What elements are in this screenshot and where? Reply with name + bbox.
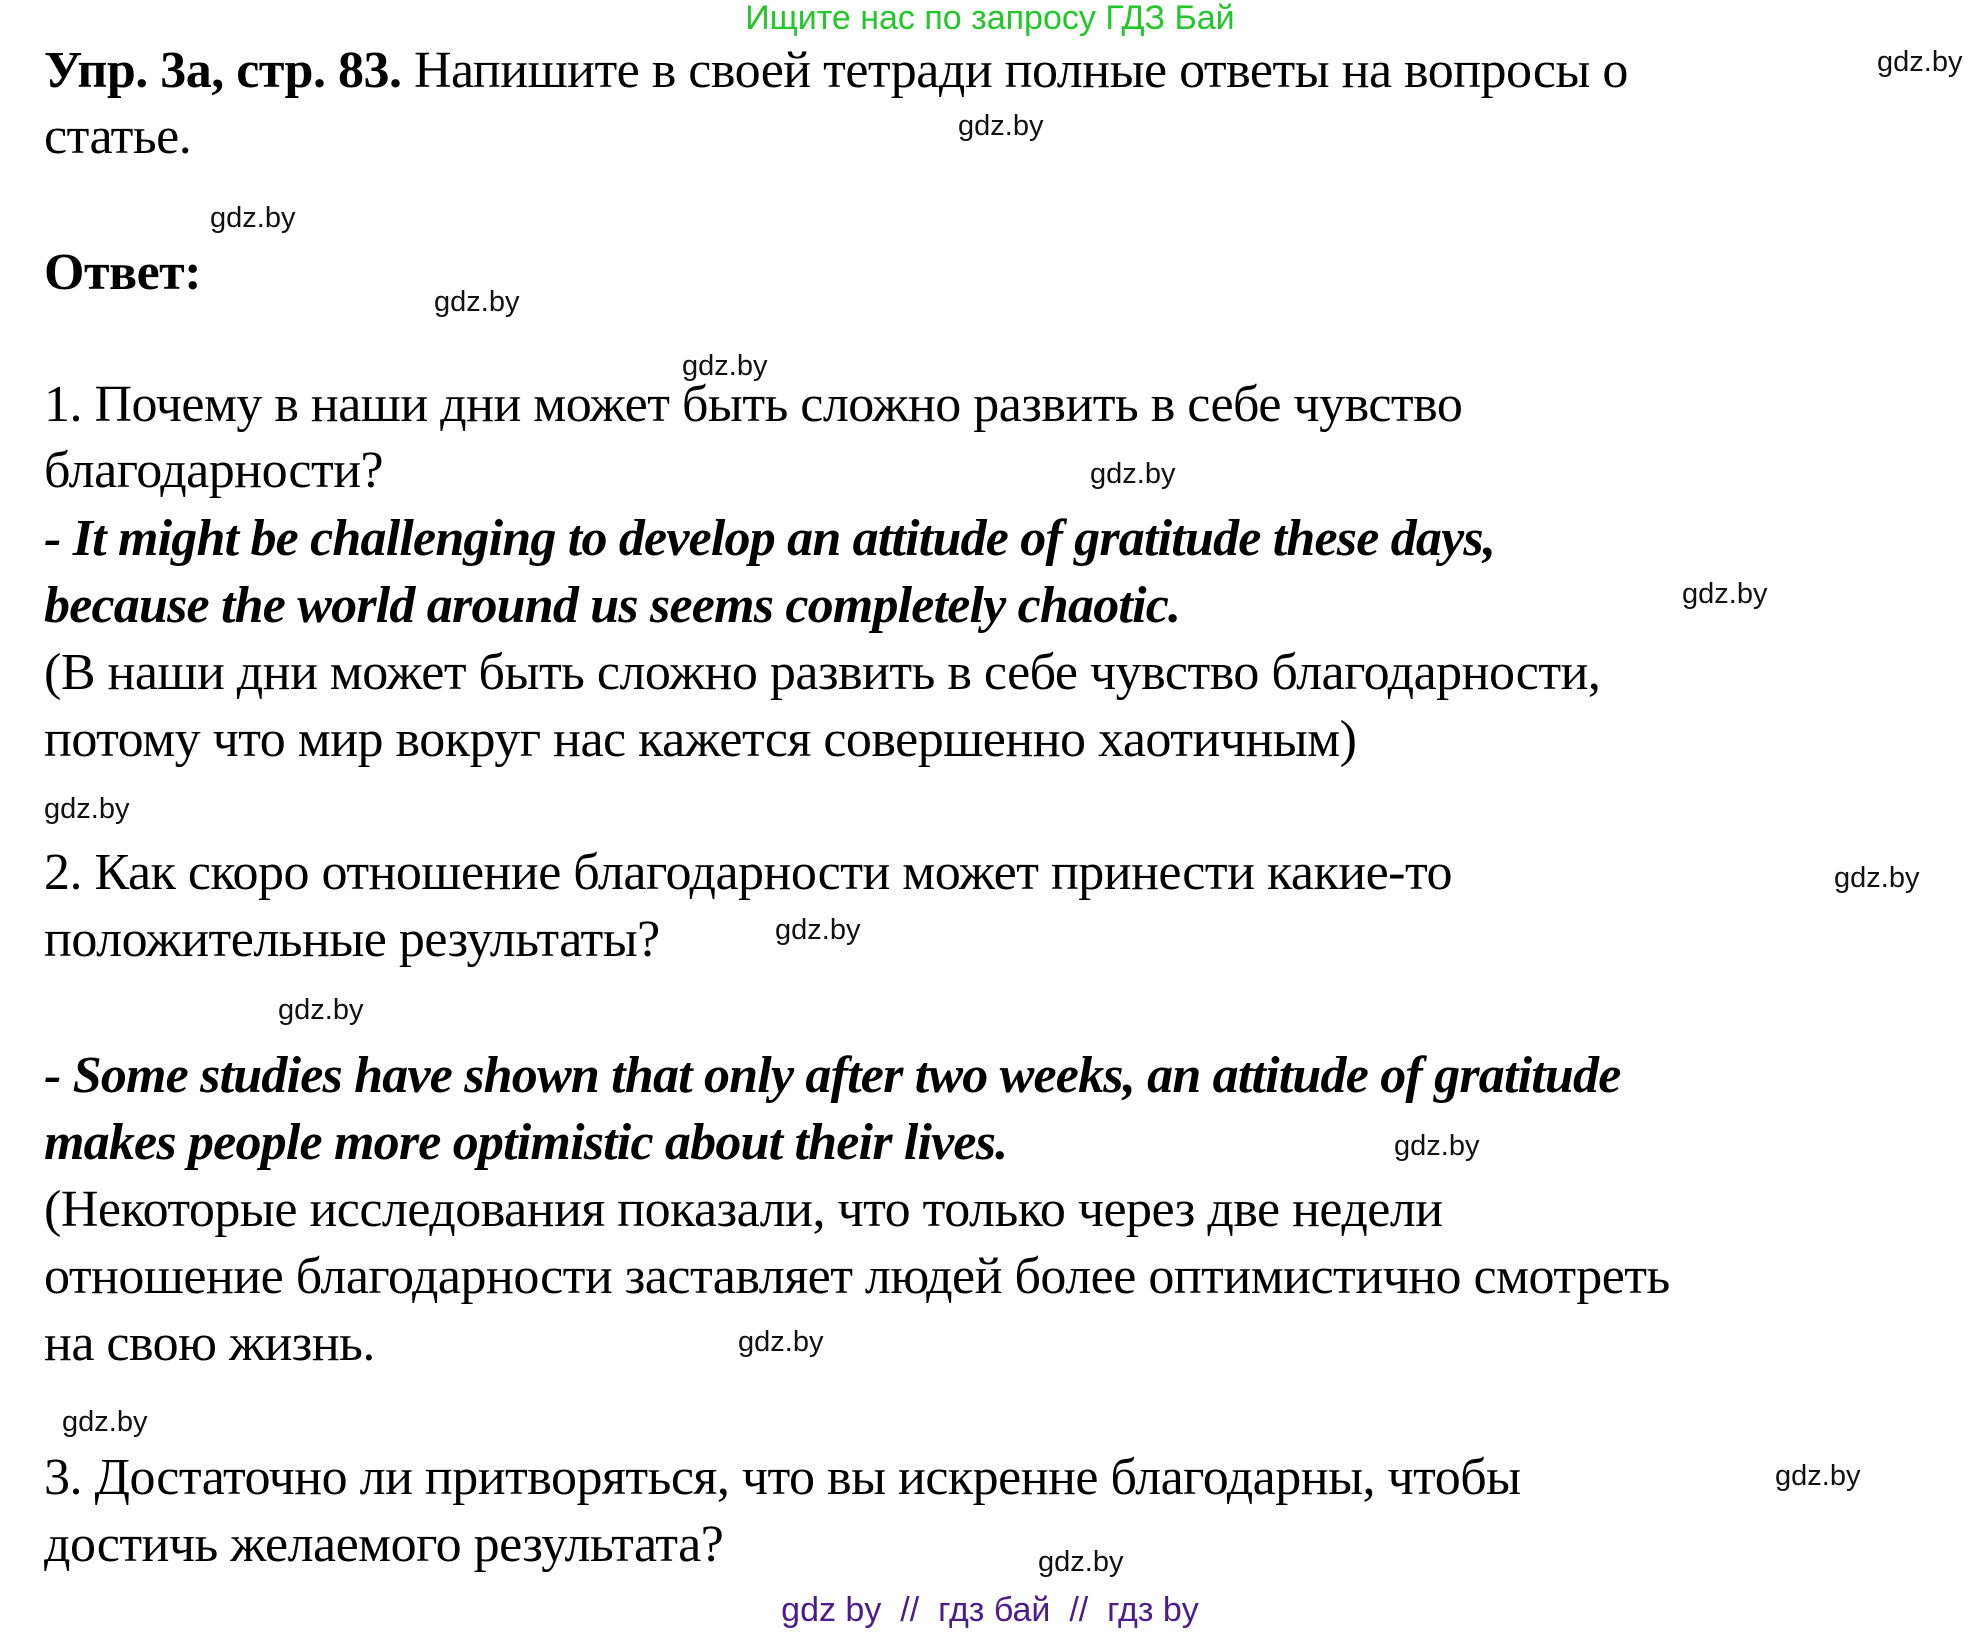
footer-link-gdz-by-cyr[interactable]: гдз by bbox=[1107, 1591, 1199, 1629]
watermark: gdz.by bbox=[775, 914, 861, 946]
watermark: gdz.by bbox=[1834, 862, 1920, 894]
watermark: gdz.by bbox=[44, 793, 130, 825]
answer-2-en-line-2: makes people more optimistic about their lives. bbox=[44, 1114, 1008, 1171]
answer-1-en-line-2: because the world around us seems completely chaotic. bbox=[44, 577, 1181, 634]
answer-1-en-line-1: - It might be challenging to develop an attitude of gratitude these days, bbox=[44, 510, 1496, 567]
translation-1-line-1: (В наши дни может быть сложно развить в себе чувство благодарности, bbox=[44, 644, 1601, 701]
answer-heading: Ответ: bbox=[44, 244, 202, 301]
footer-link-gdz-by[interactable]: gdz by bbox=[781, 1591, 882, 1629]
watermark: gdz.by bbox=[1877, 46, 1963, 78]
footer-link-gdz-bai[interactable]: гдз бай bbox=[938, 1591, 1051, 1629]
watermark: gdz.by bbox=[958, 110, 1044, 142]
watermark: gdz.by bbox=[210, 202, 296, 234]
question-1-line-2: благодарности? bbox=[44, 442, 384, 499]
watermark: gdz.by bbox=[738, 1326, 824, 1358]
watermark: gdz.by bbox=[62, 1406, 148, 1438]
watermark: gdz.by bbox=[434, 286, 520, 318]
answer-2-en-line-1: - Some studies have shown that only after two weeks, an attitude of gratitude bbox=[44, 1047, 1621, 1104]
watermark: gdz.by bbox=[682, 350, 768, 382]
watermark: gdz.by bbox=[278, 994, 364, 1026]
exercise-reference: Упр. 3а, стр. 83. bbox=[44, 42, 402, 99]
watermark: gdz.by bbox=[1775, 1460, 1861, 1492]
question-2-line-1: 2. Как скоро отношение благодарности может принести какие-то bbox=[44, 844, 1453, 901]
watermark: gdz.by bbox=[1682, 578, 1768, 610]
search-banner: Ищите нас по запросу ГДЗ Бай bbox=[745, 0, 1235, 37]
watermark: gdz.by bbox=[1090, 458, 1176, 490]
translation-2-line-1: (Некоторые исследования показали, что только через две недели bbox=[44, 1181, 1443, 1238]
footer-links bbox=[0, 1590, 1980, 1630]
watermark: gdz.by bbox=[1394, 1130, 1480, 1162]
instruction-text: Напишите в своей тетради полные ответы на вопросы о bbox=[401, 42, 1628, 99]
question-1-line-1: 1. Почему в наши дни может быть сложно развить в себе чувство bbox=[44, 376, 1463, 433]
watermark: gdz.by bbox=[1038, 1546, 1124, 1578]
translation-2-line-2: отношение благодарности заставляет людей более оптимистично смотреть bbox=[44, 1248, 1670, 1305]
exercise-instruction bbox=[44, 38, 1628, 104]
question-2-line-2: положительные результаты? bbox=[44, 911, 660, 968]
translation-2-line-3: на свою жизнь. bbox=[44, 1315, 375, 1372]
question-3-line-2: достичь желаемого результата? bbox=[44, 1516, 724, 1573]
footer-separator: // bbox=[1069, 1591, 1089, 1629]
instruction-text-line2: статье. bbox=[44, 108, 192, 165]
question-3-line-1: 3. Достаточно ли притворяться, что вы искренне благодарны, чтобы bbox=[44, 1449, 1521, 1506]
footer-separator: // bbox=[900, 1591, 920, 1629]
translation-1-line-2: потому что мир вокруг нас кажется совершенно хаотичным) bbox=[44, 711, 1357, 768]
